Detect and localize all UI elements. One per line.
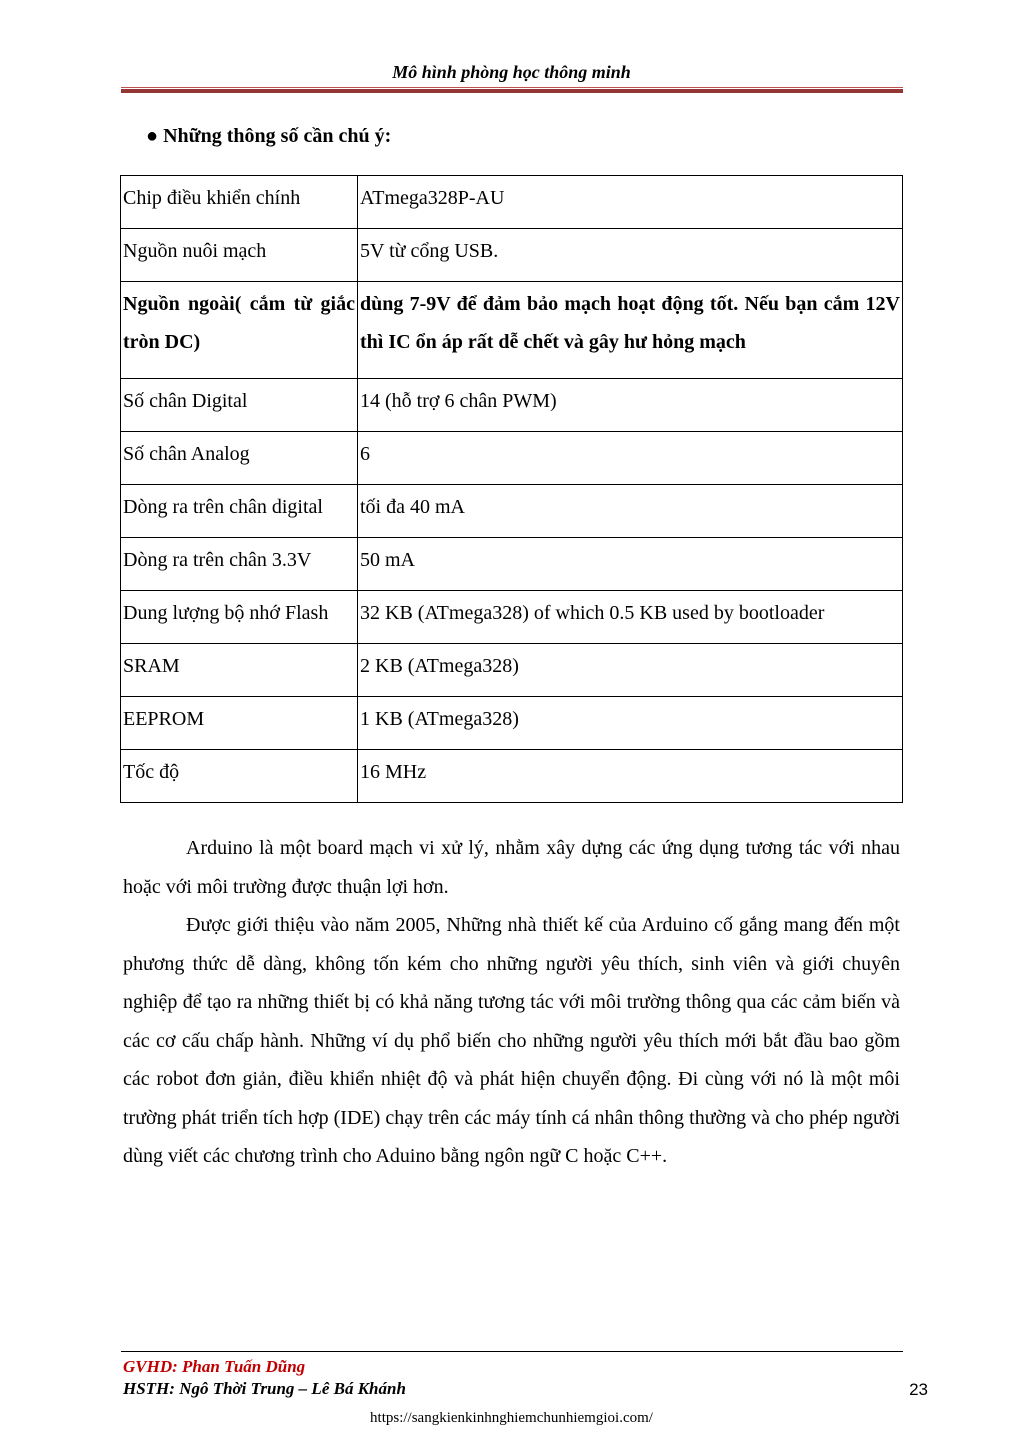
header-rule-thick — [121, 89, 903, 93]
spec-value: 16 MHz — [358, 750, 903, 803]
table-row — [121, 379, 903, 432]
paragraph: Được giới thiệu vào năm 2005, Những nhà thiết kế của Arduino cố gắng mang đến một phương thức dễ dàng, không tốn kém cho những người yêu thích, sinh viên và giới chuyên nghiệp để tạo ra những thiết bị có khả năng tương tác với môi trường thông qua các cảm biến và các cơ cấu chấp hành. Những ví dụ phổ biến cho những người yêu thích mới bắt đầu bao gồm các robot đơn giản, điều khiển nhiệt độ và phát hiện chuyển động. Đi cùng với nó là một môi trường phát triển tích hợp (IDE) chạy trên các máy tính cá nhân thông thường và cho phép người dùng viết các chương trình cho Aduino bằng ngôn ngữ C hoặc C++. — [123, 914, 900, 1167]
spec-label: Dung lượng bộ nhớ Flash — [121, 591, 358, 644]
header-rule-thin — [121, 87, 903, 88]
table-row — [121, 591, 903, 644]
table-row — [121, 176, 903, 229]
spec-label: Dòng ra trên chân digital — [121, 485, 358, 538]
table-row — [121, 485, 903, 538]
spec-value: 2 KB (ATmega328) — [358, 644, 903, 697]
body-text — [123, 829, 900, 1176]
spec-value: tối đa 40 mA — [358, 485, 903, 538]
table-row — [121, 432, 903, 485]
spec-label: Dòng ra trên chân 3.3V — [121, 538, 358, 591]
spec-table — [120, 175, 903, 803]
footer-advisor: GVHD: Phan Tuấn Dũng — [123, 1357, 306, 1376]
spec-label: Chip điều khiển chính — [121, 176, 358, 229]
spec-value: 32 KB (ATmega328) of which 0.5 KB used by bootloader — [358, 591, 903, 644]
spec-value: ATmega328P-AU — [358, 176, 903, 229]
spec-value: 14 (hỗ trợ 6 chân PWM) — [358, 379, 903, 432]
table-row — [121, 750, 903, 803]
table-row — [121, 697, 903, 750]
spec-label: Nguồn ngoài( cắm từ giắc tròn DC) — [121, 282, 358, 379]
spec-label: Số chân Digital — [121, 379, 358, 432]
spec-value: 6 — [358, 432, 903, 485]
spec-label: Số chân Analog — [121, 432, 358, 485]
paragraph: Arduino là một board mạch vi xử lý, nhằm xây dựng các ứng dụng tương tác với nhau hoặc với môi trường được thuận lợi hơn. — [123, 837, 900, 898]
table-row — [121, 644, 903, 697]
table-row — [121, 282, 903, 379]
section-heading: ● Những thông số cần chú ý: — [146, 125, 392, 147]
page-header-title: Mô hình phòng học thông minh — [392, 62, 631, 82]
spec-value: 1 KB (ATmega328) — [358, 697, 903, 750]
page-number: 23 — [909, 1380, 928, 1399]
spec-label: SRAM — [121, 644, 358, 697]
footer-url[interactable]: https://sangkienkinhnghiemchunhiemgioi.com/ — [370, 1410, 653, 1426]
spec-label: Nguồn nuôi mạch — [121, 229, 358, 282]
spec-label: Tốc độ — [121, 750, 358, 803]
table-row — [121, 538, 903, 591]
spec-value: dùng 7-9V để đảm bảo mạch hoạt động tốt. Nếu bạn cắm 12V thì IC ổn áp rất dễ chết và gây hư hỏng mạch — [358, 282, 903, 379]
footer-students: HSTH: Ngô Thời Trung – Lê Bá Khánh — [123, 1379, 406, 1398]
spec-value: 50 mA — [358, 538, 903, 591]
footer-rule — [121, 1351, 903, 1352]
spec-value: 5V từ cổng USB. — [358, 229, 903, 282]
table-row — [121, 229, 903, 282]
spec-label: EEPROM — [121, 697, 358, 750]
